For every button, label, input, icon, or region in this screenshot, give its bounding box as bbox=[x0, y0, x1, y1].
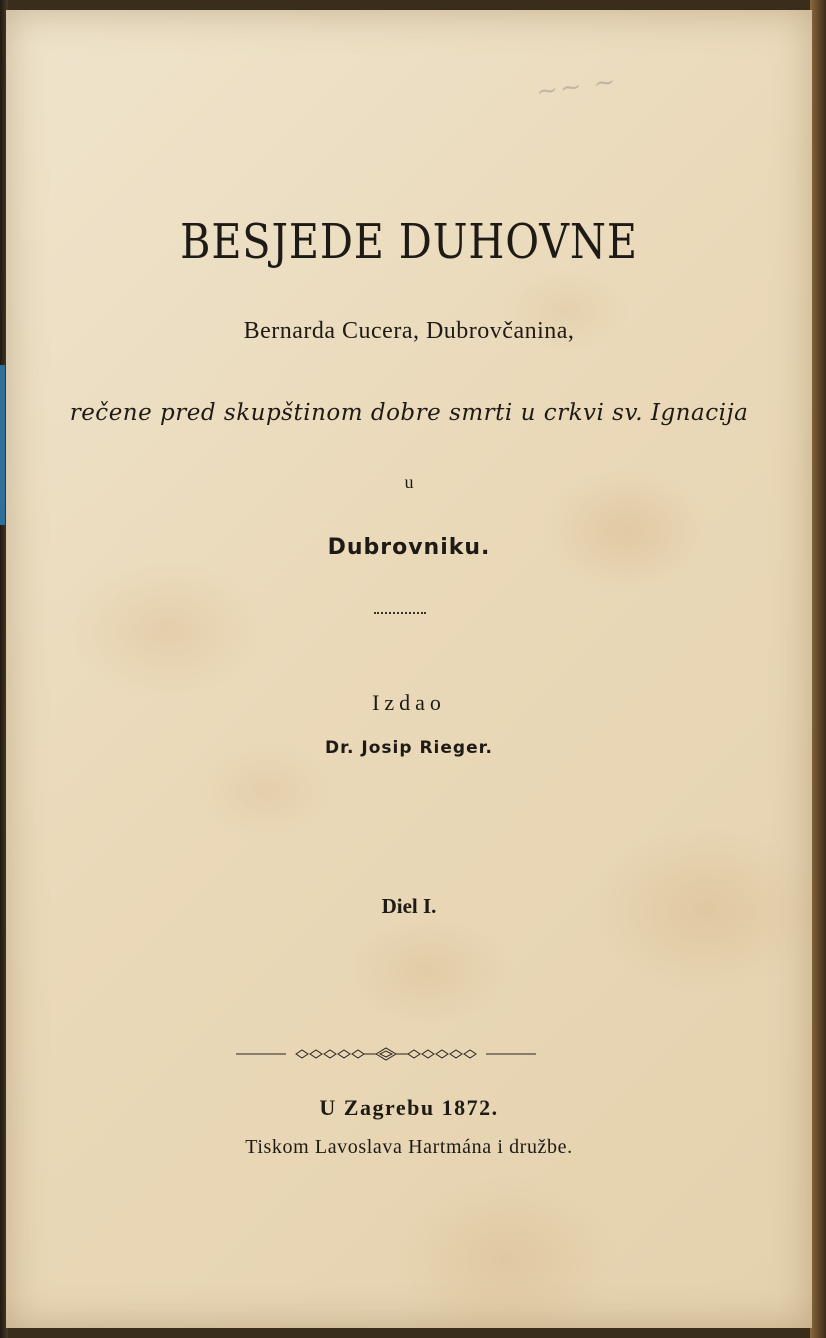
author-line: Bernarda Cucera, Dubrovčanina, bbox=[243, 318, 575, 344]
editor-name: Dr. Josip Rieger. bbox=[324, 738, 494, 758]
imprint-place-year: U Zagrebu 1872. bbox=[319, 1095, 499, 1120]
issued-by-label: Izdao bbox=[372, 690, 446, 715]
pencil-annotation: ~~ ~ bbox=[534, 66, 620, 108]
ornament-rule-icon bbox=[236, 1046, 536, 1067]
subtitle-line: rečene pred skupštinom dobre smrti u crkvi sv. Ignacija bbox=[69, 400, 749, 426]
place-name: Dubrovniku. bbox=[327, 535, 491, 560]
preposition-u: u bbox=[404, 472, 414, 492]
binding-blue-tab bbox=[0, 365, 5, 525]
book-title: BESJEDE DUHOVNE bbox=[180, 214, 638, 270]
dotted-divider bbox=[374, 612, 426, 614]
page-edges-right bbox=[810, 0, 826, 1338]
volume-label: Diel I. bbox=[381, 894, 437, 918]
title-page bbox=[6, 10, 812, 1328]
printer-line: Tiskom Lavoslava Hartmána i družbe. bbox=[245, 1136, 573, 1158]
